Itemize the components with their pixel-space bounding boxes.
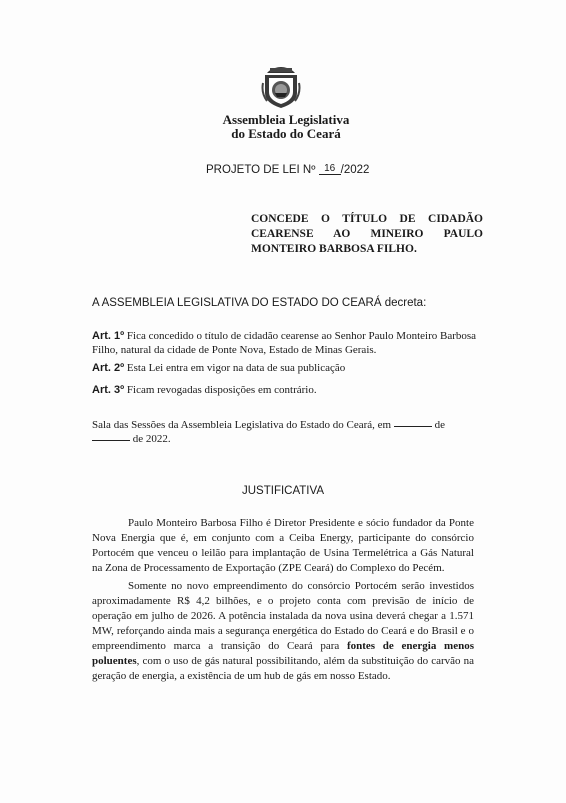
article-label: Art. 3º — [92, 384, 125, 396]
article-text: Ficam revogadas disposições em contrário. — [126, 384, 317, 396]
month-blank — [92, 440, 130, 441]
bill-number — [206, 163, 369, 176]
bill-summary — [251, 212, 483, 257]
session-de: de — [434, 419, 445, 431]
bill-number-value: 16 — [319, 163, 341, 175]
highlighted-text: fontes de energia menos poluentes — [92, 640, 474, 667]
session-text: Sala das Sessões da Assembleia Legislativa do Estado do Ceará, em — [92, 419, 392, 431]
enacting-clause: A ASSEMBLEIA LEGISLATIVA DO ESTADO DO CEARÁ decreta: — [92, 297, 427, 309]
session-date-line — [92, 418, 464, 446]
article-label: Art. 1º — [92, 330, 125, 342]
summary-line2: CEARENSE AO MINEIRO PAULO — [251, 228, 483, 240]
article-2 — [92, 361, 485, 375]
justification-heading: JUSTIFICATIVA — [242, 485, 324, 497]
coat-of-arms-seal-icon — [261, 63, 301, 109]
org-name-line2: do Estado do Ceará — [231, 126, 341, 141]
org-name-line1: Assembleia Legislativa — [222, 112, 350, 127]
article-text: Fica concedido o título de cidadão cearense ao Senhor Paulo Monteiro Barbosa Filho, natural da cidade de Ponte Nova, Estado de Minas Gerais. — [92, 330, 477, 356]
paragraph-text: Somente no novo empreendimento do consórcio Portocém serão investidos aproximadamente R$ 4,2 bilhões, e o projeto conta com previsão de início de operação em julho de 2026. A potência instalada da nova usina deverá chegar a 1.571 MW, reforçando ainda mais a segurança energética do Estado do Ceará e do Brasil e o empreendimento marca a transição do Ceará para — [92, 580, 474, 652]
justification-paragraph-2 — [92, 579, 474, 684]
article-1 — [92, 329, 485, 357]
summary-line1: CONCEDE O TÍTULO DE CIDADÃO — [251, 213, 483, 225]
bill-year: /2022 — [340, 164, 370, 176]
summary-line3: MONTEIRO BARBOSA FILHO. — [251, 243, 417, 255]
bill-prefix: PROJETO DE LEI Nº — [206, 164, 316, 176]
session-year: de 2022. — [132, 433, 171, 445]
article-text: Esta Lei entra em vigor na data de sua publicação — [126, 362, 346, 374]
paragraph-text-end: , com o uso de gás natural possibilitando, além da substituição do carvão na geração de energia, a existência de um hub de gás em nosso Estado. — [92, 655, 474, 682]
day-blank — [394, 426, 432, 427]
article-3 — [92, 383, 485, 397]
justification-paragraph-1: Paulo Monteiro Barbosa Filho é Diretor Presidente e sócio fundador da Ponte Nova Energia que é, em conjunto com a Ceiba Energy, participante do consórcio Portocém que venceu o leilão para implantação de Usina Termelétrica a Gás Natural na Zona de Processamento de Exportação (ZPE Ceará) do Complexo do Pecém. — [92, 517, 474, 574]
article-label: Art. 2º — [92, 362, 125, 374]
